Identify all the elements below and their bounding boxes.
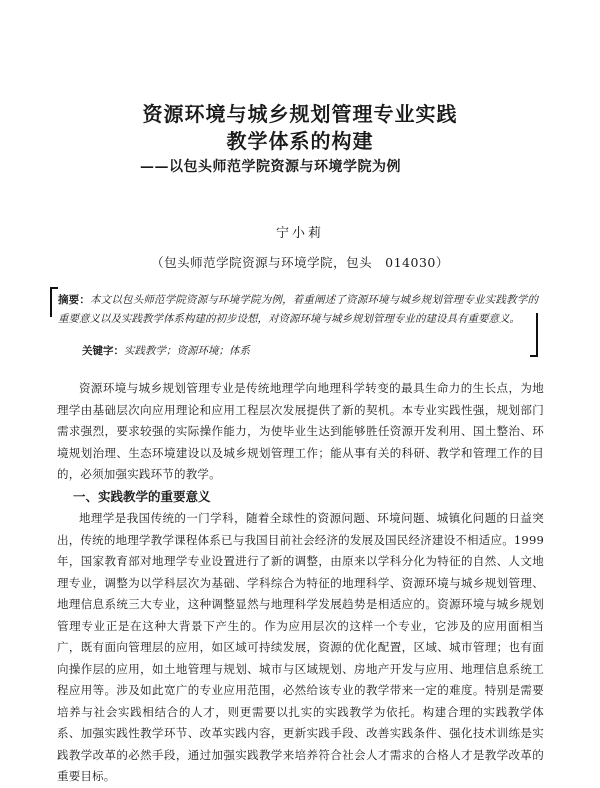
abstract-bracket-left bbox=[50, 287, 58, 317]
keywords-text: 实践教学；资源环境；体系 bbox=[124, 345, 250, 357]
abstract-text: 本文以包头师范学院资源与环境学院为例，着重阐述了资源环境与城乡规划管理专业实践教学的重要意义以及实践教学体系构建的初步设想，对资源环境与城乡规划管理专业的建设具有重要意义。 bbox=[58, 294, 539, 325]
abstract bbox=[58, 291, 538, 329]
author-affiliation: （包头师范学院资源与环境学院，包头 014030） bbox=[151, 255, 449, 270]
keywords-label: 关键字： bbox=[82, 345, 124, 357]
paper-subtitle: ——以包头师范学院资源与环境学院为例 bbox=[140, 159, 401, 175]
paper-title-line1: 资源环境与城乡规划管理专业实践 bbox=[142, 102, 458, 126]
intro-paragraph: 资源环境与城乡规划管理专业是传统地理学向地理科学转变的最具生命力的生长点，为地理学由基础层次向应用理论和应用工程层次发展提供了新的契机。本专业实践性强，规划部门需求强烈，要求较强的实际操作能力，为使毕业生达到能够胜任资源开发利用、国土整治、环境规划治理、生态环境建设以及城乡规划管理工作；能从事有关的科研、教学和管理工作的目的，必须加强实践环节的教学。 bbox=[57, 381, 544, 481]
author-name: 宁小莉 bbox=[275, 226, 324, 241]
section-heading: 一、实践教学的重要意义 bbox=[73, 489, 211, 504]
section-paragraph: 地理学是我国传统的一门学科，随着全球性的资源问题、环境问题、城镇化问题的日益突出，传统的地理学教学课程体系已与我国目前社会经济的发展及国民经济建设不相适应。1999年，国家教育部对地理学专业设置进行了新的调整，由原来以学科分化为特征的自然、人文地理专业，调整为以学科层次为基础、学科综合为特征的地理科学、资源环境与城乡规划管理、地理信息系统三大专业，这种调整显然与地理科学发展趋势是相适应的。资源环境与城乡规划管理专业正是在这种大背景下产生的。作为应用层次的这样一个专业，它涉及的应用面相当广，既有面向管理层的应用，如区域可持续发展，资源的优化配置，区域、城市管理；也有面向操作层的应用，如土地管理与规划、城市与区域规划、房地产开发与应用、地理信息系统工程应用等。涉及如此宽广的专业应用范围，必然给该专业的教学带来一定的难度。特别是需要培养与社会实践相结合的人才，则更需要以扎实的实践教学为依托。构建合理的实践教学体系、加强实践性教学环节、改革实践内容，更新实践手段、改善实践条件、强化技术训练是实践教学改革的必然手段，通过加强实践教学来培养符合社会人才需求的合格人才是教学改革的重要目标。 bbox=[57, 511, 544, 783]
paper-title-line2: 教学体系的构建 bbox=[226, 129, 374, 153]
keywords bbox=[82, 343, 250, 358]
abstract-label: 摘要： bbox=[58, 294, 91, 306]
